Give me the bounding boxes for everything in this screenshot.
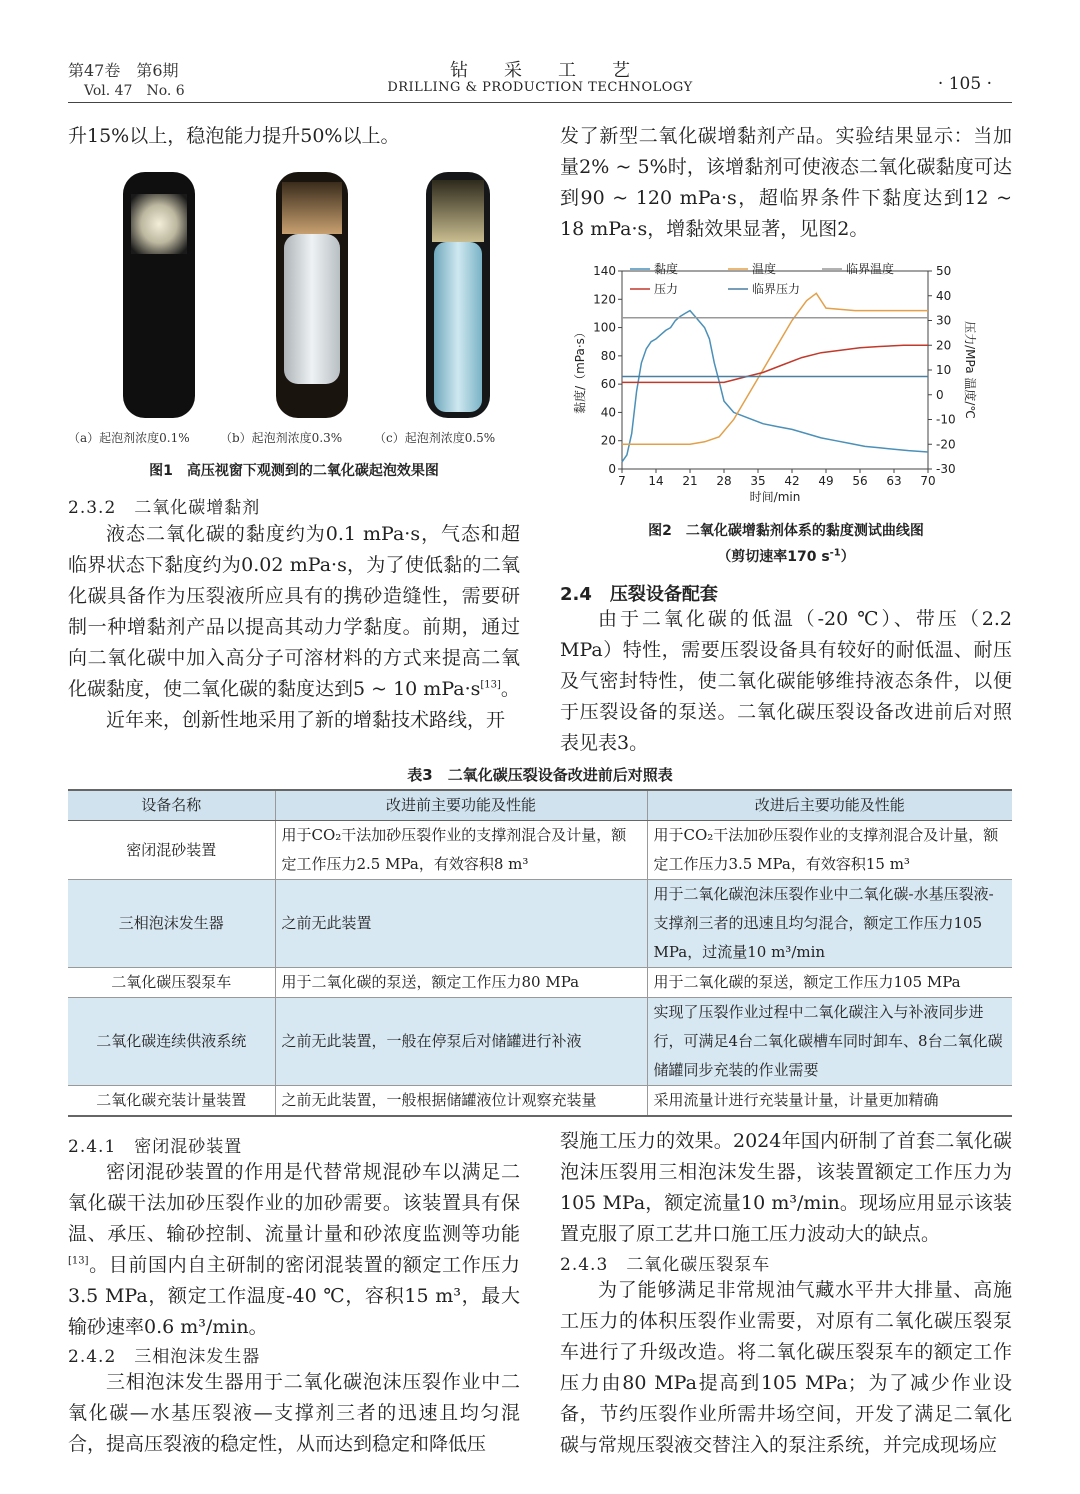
y-right-tick-label: -20 [936, 437, 956, 452]
header-cell: 设备名称 [68, 790, 275, 821]
volume-issue-en: Vol. 47 No. 6 [84, 83, 185, 99]
para-viscosity: 液态二氧化碳的黏度约为0.1 mPa·s，气态和超临界状态下黏度约为0.02 mPa·s，为了使低黏的二氧化碳具备作为压裂液所应具有的携砂造缝性，需要研制一种增黏剂产品以提高其动力学黏度。前期，通过向二氧化碳中加入高分子可溶材料的方式来提高二氧化碳黏度，使二氧化碳的黏度达到5 ~ 10 mPa·s[13]。 [68, 523, 520, 700]
y-right-tick-label: -30 [936, 462, 956, 476]
table-cell: 二氧化碳压裂泵车 [68, 968, 275, 998]
y-right-tick-label: 30 [936, 313, 952, 328]
table-cell: 用于二氧化碳泡沫压裂作业中二氧化碳-水基压裂液-支撑剂三者的迅速且均匀混合，额定工作压力105 MPa，过流量10 m³/min [647, 880, 1012, 968]
table-cell: 用于二氧化碳的泵送，额定工作压力105 MPa [647, 968, 1012, 998]
table-cell: 之前无此装置 [275, 880, 647, 968]
table-header-row [68, 790, 1012, 821]
x-tick-label: 28 [716, 474, 732, 488]
left-top-line: 升15%以上，稳泡能力提升50%以上。 [68, 125, 400, 147]
header-cell: 改进前主要功能及性能 [275, 790, 647, 821]
legend-label: 临界温度 [846, 262, 895, 276]
plot-frame [622, 271, 928, 469]
x-tick-label: 49 [818, 474, 834, 488]
y-right-tick-label: 20 [936, 338, 952, 353]
table-cell: 三相泡沫发生器 [68, 880, 275, 968]
y-left-tick-label: 120 [593, 292, 616, 307]
para-new-route: 近年来，创新性地采用了新的增黏技术路线，开 [106, 709, 506, 731]
foam-tube-c [426, 172, 490, 418]
citation-13b: [13] [68, 1255, 89, 1267]
section-2-4-2-heading: 2.4.2 三相泡沫发生器 [68, 1347, 261, 1367]
table-row [68, 1086, 1012, 1117]
y-right-tick-label: 50 [936, 264, 952, 278]
y-left-tick-label: 140 [593, 264, 616, 278]
legend-label: 黏度 [654, 262, 679, 276]
x-tick-label: 42 [784, 474, 800, 488]
table-3-caption: 表3 二氧化碳压裂设备改进前后对照表 [407, 766, 673, 784]
table-row [68, 821, 1012, 880]
series-line-1 [622, 293, 928, 444]
para-2-4-1: 密闭混砂装置的作用是代替常规混砂车以满足二氧化碳干法加砂压裂作业的加砂需要。该装置具有保温、承压、输砂控制、流量计量和砂浓度监测等功能[13]。目前国内自主研制的密闭混装置的额定工作压力3.5 MPa，额定工作温度-40 ℃，容积15 m³，最大输砂速率0.6 m³/min。 [68, 1161, 520, 1338]
table-cell: 之前无此装置，一般在停泵后对储罐进行补液 [275, 998, 647, 1086]
para-2-4: 由于二氧化碳的低温（-20 ℃）、带压（2.2 MPa）特性，需要压裂设备具有较好的耐低温、耐压及气密封特性，使二氧化碳能够维持液态条件，以便于压裂设备的泵送。二氧化碳压裂设备改进前后对照表见表3。 [560, 608, 1012, 754]
x-tick-label: 14 [648, 474, 664, 488]
y-left-tick-label: 60 [600, 377, 616, 392]
para-2-4-3: 为了能够满足非常规油气藏水平井大排量、高施工压力的体积压裂作业需要，对原有二氧化碳压裂泵车进行了升级改造。将二氧化碳压裂泵车的额定工作压力由80 MPa提高到105 MPa；为了减少作业设备，节约压裂作业所需井场空间，开发了满足二氧化碳与常规压裂液交替注入的泵注系统，并完成现场应 [560, 1279, 1012, 1456]
para-bottom-right-top: 裂施工压力的效果。2024年国内研制了首套二氧化碳泡沫压裂用三相泡沫发生器，该装置额定工作压力为105 MPa，额定流量10 m³/min。现场应用显示该装置克服了原工艺井口施工压力波动大的缺点。 [560, 1130, 1012, 1245]
x-tick-label: 63 [886, 474, 902, 488]
foam-tube-b [276, 172, 348, 418]
y-right-tick-label: 10 [936, 363, 952, 377]
table-cell: 用于CO₂干法加砂压裂作业的支撑剂混合及计量，额定工作压力2.5 MPa，有效容积8 m³ [275, 821, 647, 880]
journal-title-cn: 钻 采 工 艺 [450, 60, 630, 81]
legend-label: 压力 [654, 282, 679, 296]
y-left-tick-label: 80 [600, 348, 616, 363]
figure-2-chart [560, 255, 1012, 513]
x-tick-label: 70 [920, 474, 936, 488]
foam-column-b [284, 234, 340, 384]
legend-label: 温度 [752, 262, 777, 276]
table-cell: 采用流量计进行充装量计量，计量更加精确 [647, 1086, 1012, 1117]
table-row [68, 968, 1012, 998]
legend-label: 临界压力 [752, 282, 801, 296]
y-left-axis-label: 黏度/（mPa·s） [573, 326, 587, 414]
table-row [68, 880, 1012, 968]
subcaption-b: （b）起泡剂浓度0.3% [220, 431, 343, 445]
volume-issue-cn: 第47卷 第6期 [68, 61, 179, 80]
figure-1-caption: 图1 高压视窗下观测到的二氧化碳起泡效果图 [149, 463, 439, 479]
section-2-3-2-heading: 2.3.2 二氧化碳增黏剂 [68, 498, 261, 518]
section-2-4-1-heading: 2.4.1 密闭混砂装置 [68, 1137, 243, 1157]
figure-2-caption: 图2 二氧化碳增黏剂体系的黏度测试曲线图 [648, 523, 924, 539]
x-tick-label: 35 [750, 474, 766, 488]
y-left-tick-label: 20 [600, 433, 616, 448]
figure-2-caption-sub: （剪切速率170 $s^{-1}$） [717, 547, 855, 565]
left-body [68, 519, 520, 736]
table-cell: 实现了压裂作业过程中二氧化碳注入与补液同步进行，可满足4台二氧化碳槽车同时卸车、8台二氧化碳储罐同步充装的作业需要 [647, 998, 1012, 1086]
header-rule [68, 102, 1012, 103]
x-tick-label: 56 [852, 474, 868, 488]
series-line-0 [622, 311, 928, 462]
foam-column-c [434, 242, 482, 412]
y-right-tick-label: 40 [936, 288, 952, 303]
foam-top-b [282, 182, 342, 234]
header-cell: 改进后主要功能及性能 [647, 790, 1012, 821]
table-cell: 密闭混砂装置 [68, 821, 275, 880]
foam-tube-a [123, 172, 195, 418]
section-2-4-3-heading: 2.4.3 二氧化碳压裂泵车 [560, 1255, 771, 1275]
journal-title-en: DRILLING & PRODUCTION TECHNOLOGY [387, 80, 693, 95]
page-number: · 105 · [937, 74, 992, 94]
x-tick-label: 21 [682, 474, 698, 488]
table-row [68, 998, 1012, 1086]
right-top-para: 发了新型二氧化碳增黏剂产品。实验结果显示：当加量2% ~ 5%时，该增黏剂可使液态二氧化碳黏度可达到90 ~ 120 mPa·s，超临界条件下黏度达到12 ~ 18 mPa·s，增黏效果显著，见图2。 [560, 125, 1012, 240]
y-left-tick-label: 40 [600, 405, 616, 420]
foam-top-c [432, 180, 484, 242]
para-2-4-2: 三相泡沫发生器用于二氧化碳泡沫压裂作业中二氧化碳—水基压裂液—支撑剂三者的迅速且均匀混合，提高压裂液的稳定性，从而达到稳定和降低压 [68, 1371, 520, 1455]
section-2-4-heading: 2.4 压裂设备配套 [560, 584, 718, 605]
y-right-axis-label: 压力/MPa 温度/℃ [963, 321, 977, 419]
table-cell: 用于CO₂干法加砂压裂作业的支撑剂混合及计量，额定工作压力3.5 MPa，有效容积15 m³ [647, 821, 1012, 880]
table-cell: 二氧化碳连续供液系统 [68, 998, 275, 1086]
figure-1-photos [68, 168, 520, 423]
citation-13: [13] [480, 679, 501, 691]
figure-1-subcaptions [68, 429, 520, 447]
y-left-tick-label: 100 [593, 320, 616, 335]
subcaption-c: （c）起泡剂浓度0.5% [374, 431, 496, 445]
foam-bubble-a [131, 194, 187, 254]
table-cell: 之前无此装置，一般根据储罐液位计观察充装量 [275, 1086, 647, 1117]
x-axis-label: 时间/min [749, 490, 801, 504]
subcaption-a: （a）起泡剂浓度0.1% [68, 431, 190, 445]
y-right-tick-label: -10 [936, 412, 956, 427]
table-cell: 二氧化碳充装计量装置 [68, 1086, 275, 1117]
x-tick-label: 7 [618, 474, 626, 488]
y-right-tick-label: 0 [936, 387, 944, 402]
table-cell: 用于二氧化碳的泵送，额定工作压力80 MPa [275, 968, 647, 998]
table-3 [68, 789, 1012, 1117]
y-left-tick-label: 0 [608, 462, 616, 476]
